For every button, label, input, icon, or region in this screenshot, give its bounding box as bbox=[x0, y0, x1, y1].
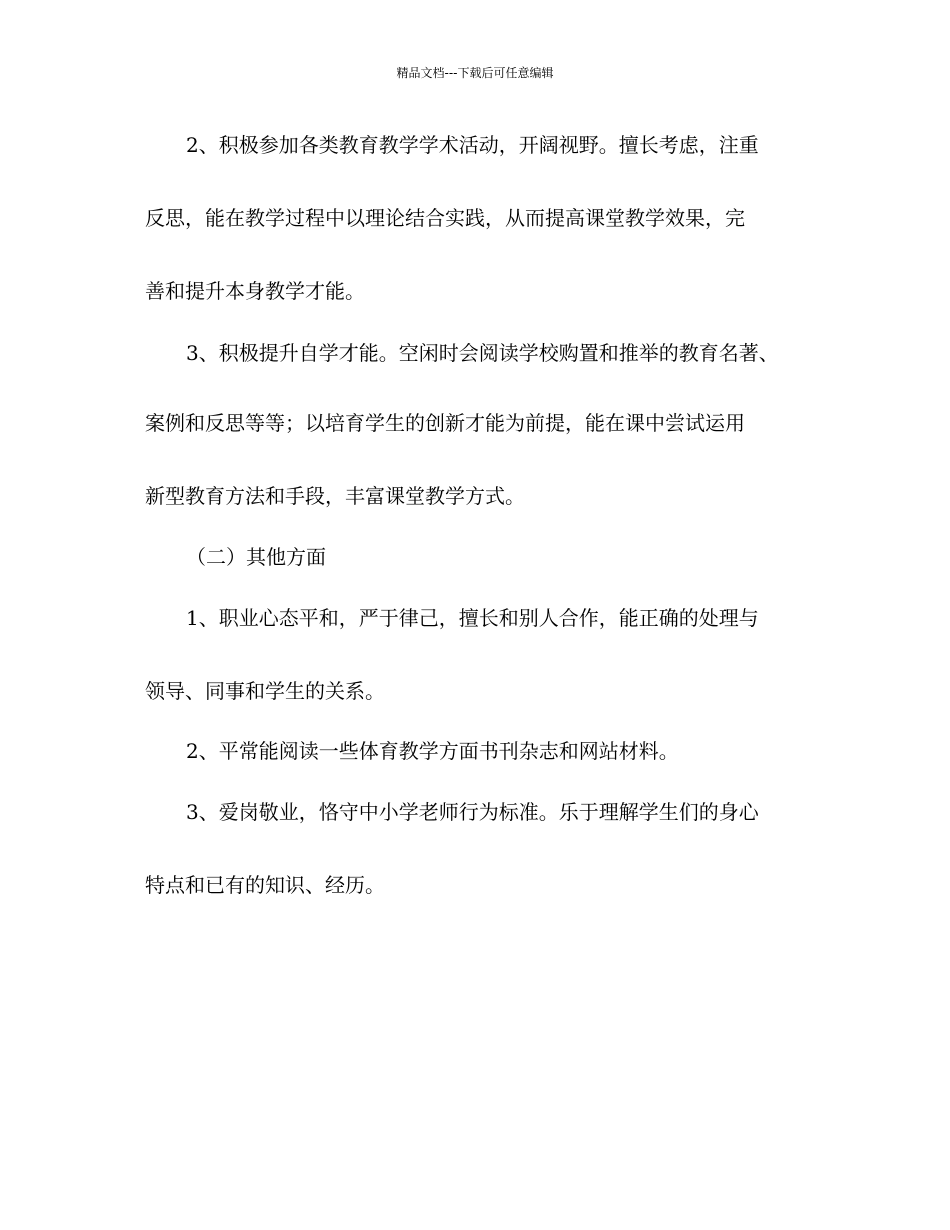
paragraph-line: 新型教育方法和手段，丰富课堂教学方式。 bbox=[145, 484, 525, 508]
paragraph-line: 3、爱岗敬业，恪守中小学老师行为标准。乐于理解学生们的身心 bbox=[186, 800, 759, 824]
paragraph-line: 善和提升本身教学才能。 bbox=[145, 279, 365, 303]
paragraph-line: 1、职业心态平和，严于律己，擅长和别人合作，能正确的处理与 bbox=[186, 606, 759, 630]
paragraph-line: 特点和已有的知识、经历。 bbox=[145, 873, 385, 897]
page-header: 精品文档---下载后可任意编辑 bbox=[396, 66, 554, 80]
paragraph-line: 领导、同事和学生的关系。 bbox=[145, 679, 385, 703]
paragraph-line: 2、积极参加各类教育教学学术活动，开阔视野。擅长考虑，注重 bbox=[186, 133, 759, 157]
paragraph-line: 3、积极提升自学才能。空闲时会阅读学校购置和推举的教育名著、 bbox=[186, 341, 779, 365]
paragraph-line: 2、平常能阅读一些体育教学方面书刊杂志和网站材料。 bbox=[186, 739, 679, 763]
paragraph-line: 反思，能在教学过程中以理论结合实践，从而提高课堂教学效果，完 bbox=[145, 206, 745, 230]
paragraph-line: 案例和反思等等；以培育学生的创新才能为前提，能在课中尝试运用 bbox=[145, 411, 745, 435]
section-heading: （二）其他方面 bbox=[186, 545, 326, 569]
